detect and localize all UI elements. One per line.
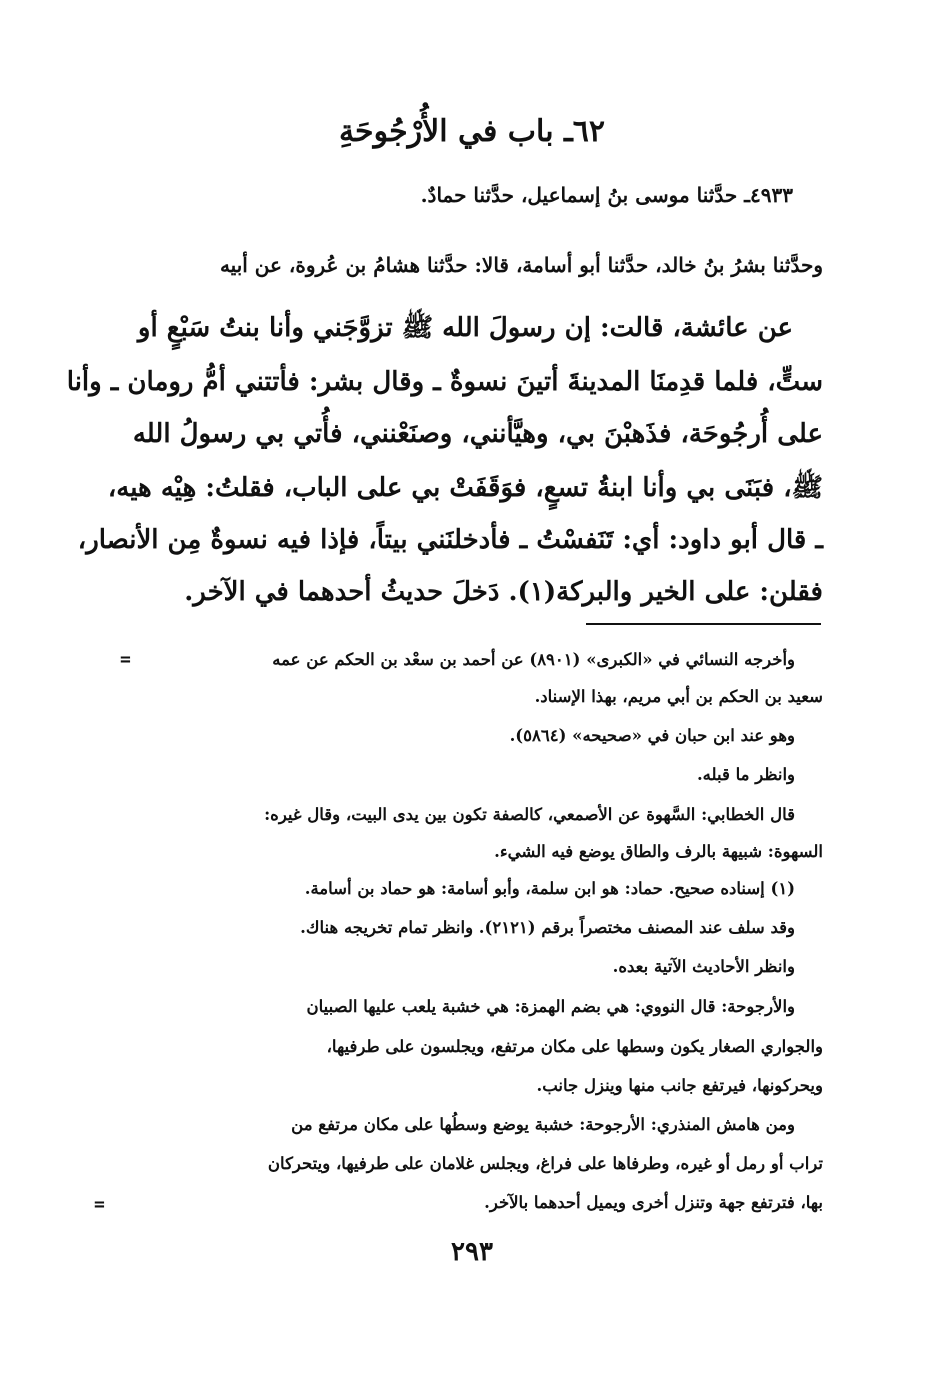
hadith-matn-line: على أُرجُوحَة، فذَهبْنَ بي، وهيَّأنني، وصنَعْنني، فأُتي بي رسولُ الله: [132, 419, 823, 449]
footnote-line: والجواري الصغار يكون وسطها على مكان مرتفع، ويجلسون على طرفيها،: [326, 1037, 823, 1056]
hadith-matn-line: فقلن: على الخير والبركة(١). دَخلَ حديثُ أحدهما في الآخر.: [184, 577, 823, 607]
hadith-matn-line: ﷺ، فبَنَى بي وأنا ابنةُ تسعٍ، فوَقَفَتْ بي على الباب، فقلتُ: هِيْه هيه،: [107, 473, 823, 503]
footnote-continuation-marker-top: =: [120, 649, 131, 670]
footnote-line: وانظر الأحاديث الآتية بعده.: [612, 957, 795, 976]
hadith-matn-line: عن عائشة، قالت: إن رسولَ الله ﷺ تزوَّجَني وأنا بنتُ سَبْعٍ أو: [137, 313, 793, 343]
page-number: ٢٩٣: [451, 1237, 493, 1267]
footnote-line: وانظر ما قبله.: [696, 765, 795, 784]
footnote-line: (١) إسناده صحيح. حماد: هو ابن سلمة، وأبو أسامة: هو حماد بن أسامة.: [304, 879, 795, 898]
footnote-line: وقد سلف عند المصنف مختصراً برقم (٢١٢١). وانظر تمام تخريجه هناك.: [300, 918, 795, 937]
hadith-isnad-line: وحدَّثنا بشرُ بنُ خالد، حدَّثنا أبو أسامة، قالا: حدَّثنا هشامُ بن عُروة، عن أبيه: [219, 253, 823, 277]
footnote-line: بها، فترتفع جهة وتنزل أخرى ويميل أحدهما بالآخر.: [484, 1193, 823, 1212]
hadith-matn-line: ـ قال أبو داود: أي: تَنَفسْتُ ـ فأدخلنَني بيتاً، فإذا فيه نسوةٌ مِن الأنصار،: [77, 525, 823, 555]
footnote-continuation-marker-bottom: =: [94, 1194, 105, 1215]
footnote-line: والأرجوحة: قال النووي: هي بضم الهمزة: هي خشبة يلعب عليها الصبيان: [306, 997, 795, 1016]
hadith-isnad-line: ٤٩٣٣ـ حدَّثنا موسى بنُ إسماعيل، حدَّثنا حمادٌ.: [420, 183, 793, 207]
footnote-line: ومن هامش المنذري: الأرجوحة: خشبة يوضع وسطُها على مكان مرتفع من: [291, 1115, 795, 1134]
chapter-title: ٦٢ـ باب في الأُرْجُوحَةِ: [338, 114, 606, 149]
footnote-line: قال الخطابي: السَّهوة عن الأصمعي، كالصفة تكون بين يدى البيت، وقال غيره:: [264, 805, 795, 824]
footnote-line: ويحركونها، فيرتفع جانب منها وينزل جانب.: [536, 1076, 823, 1095]
footnote-line: وهو عند ابن حبان في «صحيحه» (٥٨٦٤).: [509, 726, 795, 745]
footnote-line: السهوة: شبيهة بالرف والطاق يوضع فيه الشيء.: [494, 842, 823, 861]
footnote-line: وأخرجه النسائي في «الكبرى» (٨٩٠١) عن أحمد بن سعْد بن الحكم عن عمه: [272, 650, 795, 669]
footnote-separator: [586, 623, 821, 625]
hadith-matn-line: ستٍّ، فلما قدِمنَا المدينةَ أتينَ نسوةٌ ـ وقال بشر: فأتتني أمُّ رومان ـ وأنا: [66, 367, 823, 397]
footnote-line: سعيد بن الحكم بن أبي مريم، بهذا الإسناد.: [534, 687, 823, 706]
footnote-line: تراب أو رمل أو غيره، وطرفاها على فراغ، ويجلس غلامان على طرفيها، ويتحركان: [267, 1154, 823, 1173]
